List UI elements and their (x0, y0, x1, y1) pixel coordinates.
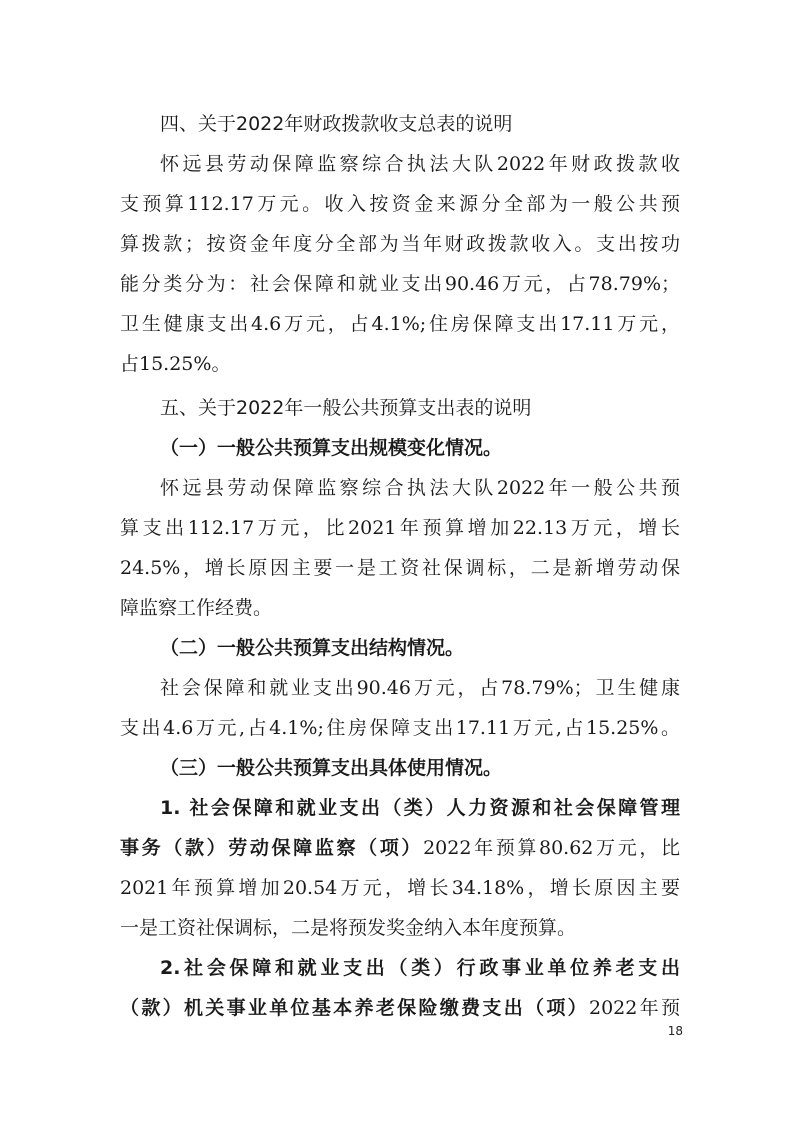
section5-sub1-heading: （一）一般公共预算支出规模变化情况。 (160, 437, 503, 459)
item2-line-2-rest: 2022年预 (589, 997, 680, 1019)
section4-line-6: 占15.25%。 (120, 353, 231, 375)
item2-line-2-bold: （款）机关事业单位基本养老保险缴费支出（项） (120, 997, 589, 1019)
sub2-line-1: 社会保障和就业支出90.46万元，占78.79%；卫生健康 (160, 677, 680, 699)
item1-line-1: 1. 社会保障和就业支出（类）人力资源和社会保障管理 (160, 797, 680, 819)
item2-line-2 (120, 988, 680, 1028)
item1-line-3: 2021年预算增加20.54万元，增长34.18%，增长原因主要 (120, 877, 680, 899)
sub1-line-1: 怀远县劳动保障监察综合执法大队2022年一般公共预 (160, 477, 680, 499)
section4-line-5: 卫生健康支出4.6万元，占4.1%;住房保障支出17.11万元， (120, 313, 680, 335)
item1-line-2-rest: 2022年预算80.62万元，比 (423, 837, 680, 859)
sub1-line-2: 算支出112.17万元，比2021年预算增加22.13万元，增长 (120, 517, 680, 539)
sub2-line-2: 支出4.6万元,占4.1%;住房保障支出17.11万元,占15.25%。 (120, 717, 680, 739)
page-number: 18 (667, 1024, 683, 1038)
section4-line-3: 算拨款；按资金年度分全部为当年财政拨款收入。支出按功 (120, 233, 680, 255)
section5-sub3-heading: （三）一般公共预算支出具体使用情况。 (160, 757, 503, 779)
item1-line-2 (120, 828, 680, 868)
item2-line-1: 2.社会保障和就业支出（类）行政事业单位养老支出 (160, 957, 680, 979)
sub1-line-3: 24.5%，增长原因主要一是工资社保调标，二是新增劳动保 (120, 557, 680, 579)
sub1-line-4: 障监察工作经费。 (120, 597, 273, 619)
page-content (120, 104, 680, 1028)
section4-line-4: 能分类分为：社会保障和就业支出90.46万元，占78.79%； (120, 273, 680, 295)
section4-line-1: 怀远县劳动保障监察综合执法大队2022年财政拨款收 (160, 153, 680, 175)
section4-line-2: 支预算112.17万元。收入按资金来源分全部为一般公共预 (120, 193, 680, 215)
item1-line-4: 一是工资社保调标，二是将预发奖金纳入本年度预算。 (120, 917, 577, 939)
section4-heading: 四、关于2022年财政拨款收支总表的说明 (160, 113, 513, 135)
section5-heading: 五、关于2022年一般公共预算支出表的说明 (160, 397, 532, 419)
section5-sub2-heading: （二）一般公共预算支出结构情况。 (160, 637, 465, 659)
item1-line-2-bold: 事务（款）劳动保障监察（项） (120, 837, 424, 859)
